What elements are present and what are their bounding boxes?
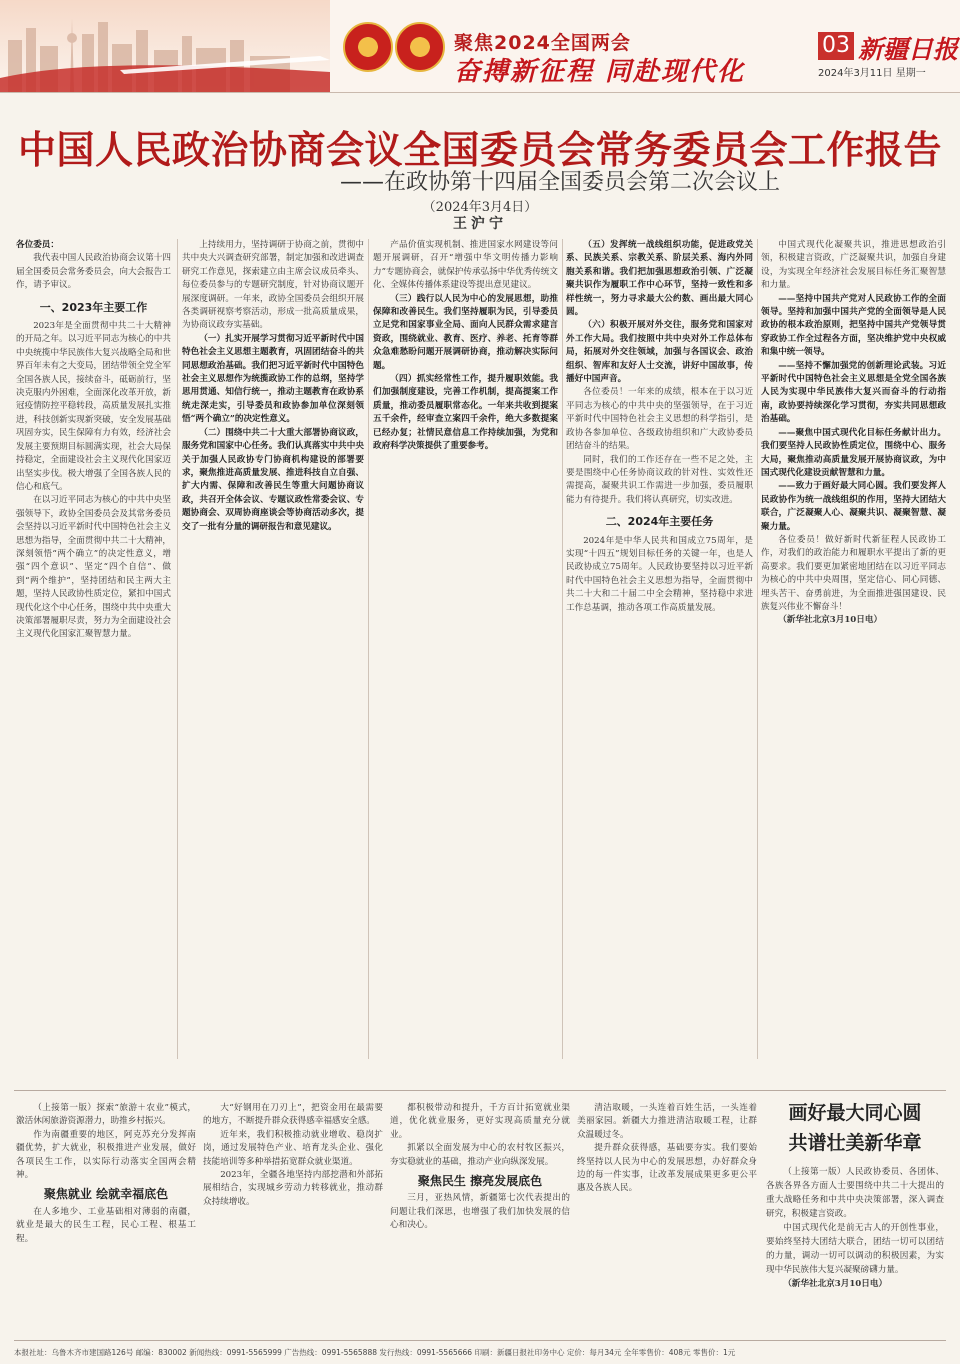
column-divider [368, 239, 369, 1059]
subsection-paragraph: （五）发挥统一战线组织功能，促进政党关系、民族关系、宗教关系、阶层关系、海内外同胞关系和谐。我们把加强思想政治引领、广泛凝聚共识作为履职工作中心环节，坚持一致性和多样性统一，努力寻求最大公约数、画出最大同心圆。 [566, 240, 753, 318]
article-column-3 [373, 239, 558, 1059]
national-emblem-icon [343, 22, 393, 72]
paragraph: 提升群众获得感，基础要夯实。我们要始终坚持以人民为中心的发展思想，办好群众身边的每一件实事，让改革发展成果更多更公平惠及各族人民。 [577, 1143, 757, 1194]
subsection-paragraph: （三）践行以人民为中心的发展思想，助推保障和改善民生。我们坚持履职为民，引导委员立足党和国家事业全局、面向人民群众需求建言资政，围绕就业、教育、医疗、养老、托育等群众急难愁盼问题开展调研协商，推动解决实际问题。 [373, 293, 558, 371]
paragraph: 清洁取暖，一头连着百姓生活，一头连着美丽家园。新疆大力推进清洁取暖工程，让群众温暖过冬。 [577, 1103, 757, 1140]
emblems [343, 22, 439, 72]
column-divider [562, 239, 563, 1059]
sidebar-lead: （上接第一版）人民政协委员、各团体、各族各界各方面人士要围绕中共二十大提出的重大战略任务和中共中央决策部署，深入调查研究，积极建言资政。 [766, 1167, 944, 1219]
article-column-2 [182, 239, 364, 1059]
footer-info: 本报社址：乌鲁木齐市建国路126号 邮编：830002 新闻热线：0991-5565999 广告热线：0991-5565888 发行热线：0991-5565666 印刷：新疆日报社印务中心 定价：每月34元 全年零售价：408元 零售价：1元 [14, 1348, 736, 1357]
paragraph: 2023年是全面贯彻中共二十大精神的开局之年。以习近平同志为核心的中共中央统揽中华民族伟大复兴战略全局和世界百年未有之大变局，团结带领全党全军全国各族人民，接续奋斗，砥砺前行，坚决克服内外困难，全面深化改革开放，新冠疫情防控平稳转段，高质量发展扎实推进，科技创新实现新突破，安全发展基础巩固夯实，民生保障有力有效，经济社会发展主要预期目标圆满实现，社会大局保持稳定，全面建设社会主义现代化国家迈出坚实步伐。极大增强了全国各族人民的信心和底气。 [16, 321, 171, 492]
news-agency-credit: （新华社北京3月10日电） [778, 615, 883, 626]
subsection-paragraph: （一）扎实开展学习贯彻习近平新时代中国特色社会主义思想主题教育，巩固团结奋斗的共同思想政治基础。我们把习近平新时代中国特色社会主义思想作为统揽政协工作的总纲，坚持学思用贯通、知信行统一，推动主题教育在政协系统走深走实，引导委员和政协参加单位深刻领悟“两个确立”的决定性意义。 [182, 333, 364, 425]
section-divider [14, 1090, 946, 1091]
continued-lead: （上接第一版）探索“旅游＋农业”模式，激活休闲旅游资源潜力，助推乡村振兴。 [16, 1103, 196, 1127]
column-divider [757, 239, 758, 1059]
task-paragraph: ——坚持中国共产党对人民政协工作的全面领导。坚持和加强中国共产党的全面领导是人民政协的根本政治原则，把坚持中国共产党领导贯穿政协工作全过程各方面，坚决维护党中央权威和集中统一领导。 [761, 293, 946, 358]
sidebar-body [766, 1165, 944, 1291]
paragraph: 都积极带动和提升，千方百计拓宽就业渠道，优化就业服务，更好实现高质量充分就业。 [390, 1103, 570, 1140]
article-author: 王沪宁 [453, 216, 507, 232]
task-paragraph: ——致力于画好最大同心圆。我们要发挥人民政协作为统一战线组织的作用，坚持大团结大联合，广泛凝聚人心、凝聚共识、凝聚智慧、凝聚力量。 [761, 481, 946, 532]
task-paragraph: ——聚焦中国式现代化目标任务献计出力。我们要坚持人民政协性质定位，围绕中心、服务大局，聚焦推动高质量发展开展协商议政，为中国式现代化建设贡献智慧和力量。 [761, 427, 946, 478]
report-date: （2024年3月4日） [422, 200, 538, 215]
paragraph: 产品价值实现机制、推进国家水网建设等问题开展调研，召开“增强中华文明传播力影响力”专题协商会，就保护传承弘扬中华优秀传统文化、全媒体传播体系建设等提出意见建议。 [373, 240, 558, 291]
paragraph: 近年来，我们积极推动就业增收、稳岗扩岗，通过发展特色产业、培育龙头企业、强化技能培训等多种举措拓宽群众就业渠道。 [203, 1129, 383, 1167]
column-divider [177, 239, 178, 1059]
sidebar-credit: （新华社北京3月10日电） [783, 1279, 888, 1289]
salutation: 各位委员： [16, 240, 59, 250]
subsection-paragraph: （二）围绕中共二十大重大部署协商议政，服务党和国家中心任务。我们认真落实中共中央关于加强人民政协专门协商机构建设的部署要求，聚焦推进高质量发展、推进科技自立自强、扩大内需、保障和改善民生等重大问题协商议政，共召开全体会议、专题议政性常委会议、专题协商会、双周协商座谈会等协商活动多次，提交了一批有分量的调研报告和意见建议。 [182, 427, 364, 532]
section-kicker: 聚焦2024全国两会 [454, 32, 631, 54]
paragraph: 三月，亚热风情，新疆第七次代表提出的问题让我们深思，也增强了我们加快发展的信心和决心。 [390, 1193, 570, 1231]
paragraph: 2023年，全疆各地坚持内部挖潜和外部拓展相结合，实现城乡劳动力转移就业，推动群众持续增收。 [203, 1170, 383, 1207]
subsection-paragraph: （六）积极开展对外交往，服务党和国家对外工作大局。我们按照中共中央对外工作总体布局，拓展对外交往领域，加强与各国议会、政治组织、智库和友好人士交流，讲好中国故事，传播好中国声音。 [566, 320, 753, 385]
footer-divider [14, 1340, 946, 1341]
section-slogan: 奋搏新征程 同赴现代化 [454, 57, 746, 87]
masthead [0, 0, 960, 93]
paragraph: 上持续用力，坚持调研于协商之前，贯彻中共中央大兴调查研究部署，制定加强和改进调查研究工作意见，探索建立由主席会议成员牵头、每位委员参与的专题研究制度，针对协商议题开展深度调研。一年来，政协全国委员会组织开展各类调研视察考察活动，形成一批高质量成果，为协商议政夯实基础。 [182, 240, 364, 331]
paragraph: 各位委员！一年来的成绩，根本在于以习近平同志为核心的中共中央的坚强领导，在于习近平新时代中国特色社会主义思想的科学指引，是政协各参加单位、各级政协组织和广大政协委员团结奋斗的结果。 [566, 387, 753, 452]
bottom-subheading-2: 聚焦民生 擦亮发展底色 [417, 1174, 543, 1189]
cppcc-emblem-icon [395, 22, 445, 72]
task-paragraph: ——坚持不懈加强党的创新理论武装。习近平新时代中国特色社会主义思想是全党全国各族人民为实现中华民族伟大复兴而奋斗的行动指南，政协要持续深化学习贯彻，夯实共同思想政治基础。 [761, 360, 946, 425]
page-number: 03 [818, 32, 854, 60]
city-skyline-banner [0, 0, 330, 92]
newspaper-name: 新疆日报 [858, 35, 959, 64]
sidebar-article [766, 1095, 944, 1333]
section-heading-2: 二、2024年主要任务 [605, 515, 714, 529]
intro-paragraph: 我代表中国人民政治协商会议第十四届全国委员会常务委员会，向大会报告工作，请予审议。 [16, 253, 171, 291]
article-subtitle: ——在政协第十四届全国委员会第二次会议上 [339, 170, 780, 195]
issue-date: 2024年3月11日 星期一 [818, 68, 926, 79]
article-column-4 [566, 239, 753, 1059]
paragraph: 2024年是中华人民共和国成立75周年，是实现“十四五”规划目标任务的关键一年，也是人民政协成立75周年。人民政协要坚持以习近平新时代中国特色社会主义思想为指导，全面贯彻中共二十大和二十届二中全会精神，坚持稳中求进工作总基调，推动各项工作高质量发展。 [566, 535, 753, 613]
paragraph: 抓紧以全面发展为中心的农村牧区振兴，夯实稳就业的基础，推动产业向纵深发展。 [390, 1143, 570, 1167]
sidebar-paragraph: 中国式现代化是前无古人的开创性事业，要始终坚持大团结大联合，团结一切可以团结的力量，调动一切可以调动的积极因素，为实现中华民族伟大复兴凝聚磅礴力量。 [766, 1223, 944, 1275]
sidebar-title-line-2: 共谱壮美新华章 [788, 1132, 922, 1154]
paragraph: 作为南疆重要的地区，阿克苏充分发挥南疆优势，扩大就业，积极推进产业发展，做好各项民生工作，以实际行动落实全国两会精神。 [16, 1129, 196, 1181]
bottom-column-3 [390, 1102, 570, 1317]
sidebar-title-line-1: 画好最大同心圆 [788, 1102, 922, 1124]
paragraph: 同时，我们的工作还存在一些不足之处，主要是围绕中心任务协商议政的针对性、实效性还需提高，凝聚共识工作需进一步加强，委员履职能力有待提升。我们将认真研究，切实改进。 [566, 454, 753, 505]
bottom-column-1 [16, 1102, 196, 1317]
bottom-subheading-1: 聚焦就业 绘就幸福底色 [43, 1187, 169, 1202]
article-column-5 [761, 239, 946, 1059]
paragraph: 在以习近平同志为核心的中共中央坚强领导下，政协全国委员会及其常务委员会坚持以习近平新时代中国特色社会主义思想为指导，全面贯彻中共二十大精神，深刻领悟“两个确立”的决定性意义，增强“四个意识”、坚定“四个自信”、做到“两个维护”，坚持团结和民主两大主题，坚持人民政协性质定位，紧扣中国式现代化这个中心任务，围绕中共中央重大决策部署履职尽责，努力为全面建设社会主义现代化国家汇聚智慧力量。 [16, 495, 171, 640]
skyline-graphic [0, 0, 330, 92]
subsection-paragraph: （四）抓实经常性工作，提升履职效能。我们加强制度建设，完善工作机制，提高提案工作质量，推动委员履职常态化。一年来共收到提案五千余件，经审查立案四千余件，绝大多数提案已经办复；社情民意信息工作持续加强，为党和政府科学决策提供了重要参考。 [373, 374, 558, 452]
article-column-1 [16, 239, 171, 1059]
bottom-column-4 [577, 1102, 757, 1317]
paragraph: 大“好钢用在刀刃上”，把资金用在最需要的地方，不断提升群众获得感幸福感安全感。 [203, 1103, 383, 1127]
paragraph: 在人多地少、工业基础相对薄弱的南疆，就业是最大的民生工程，民心工程、根基工程。 [16, 1206, 196, 1244]
bottom-column-2 [203, 1102, 383, 1317]
article-title: 中国人民政治协商会议全国委员会常务委员会工作报告 [17, 128, 942, 172]
section-heading-1: 一、2023年主要工作 [39, 300, 148, 314]
closing-paragraph: 各位委员！做好新时代新征程人民政协工作，对我们的政治能力和履职水平提出了新的更高要求。我们要更加紧密地团结在以习近平同志为核心的中共中央周围，坚定信心、同心同德、埋头苦干、奋勇前进，为全面推进强国建设、民族复兴伟业不懈奋斗！ [761, 534, 946, 612]
paragraph: 中国式现代化凝聚共识，推进思想政治引领，积极建言资政，广泛凝聚共识，加强自身建设，为实现全年经济社会发展目标任务汇聚智慧和力量。 [761, 240, 946, 291]
